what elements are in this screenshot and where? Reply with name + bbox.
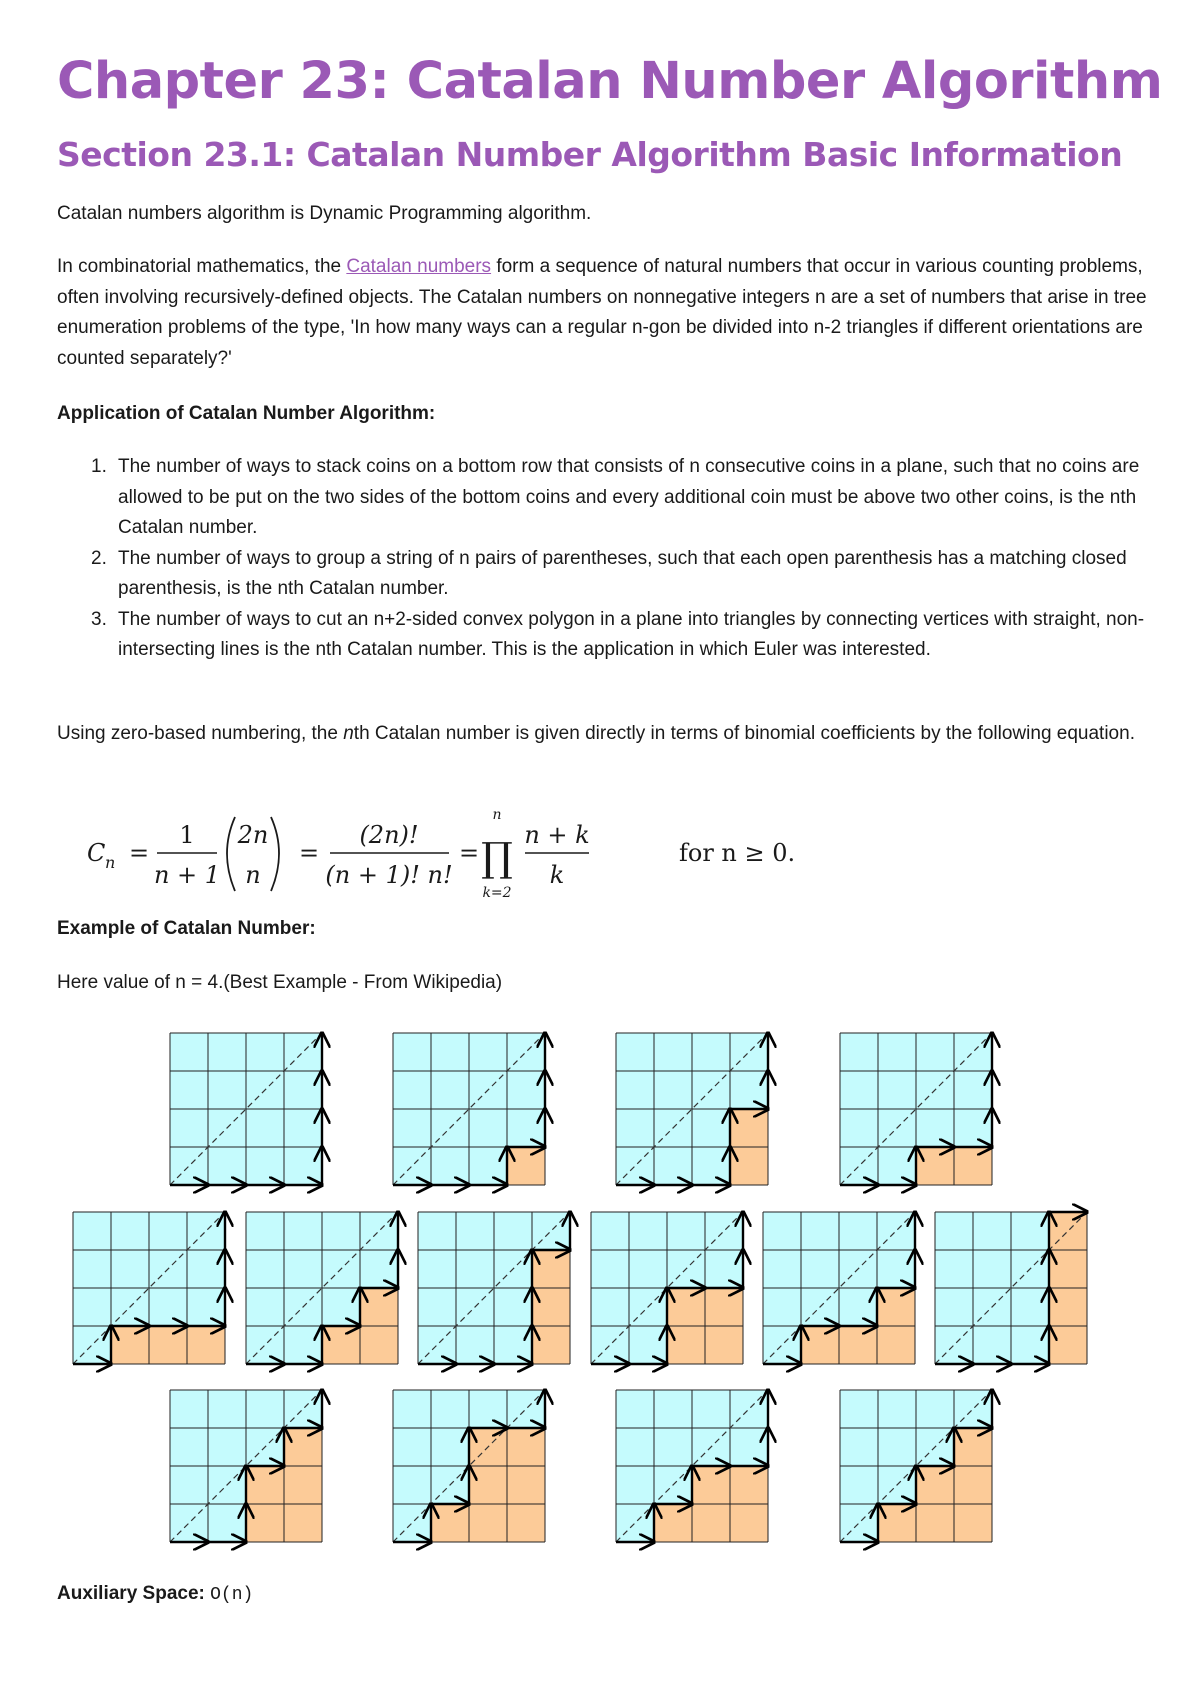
example-heading-text: Example of Catalan Number: — [57, 918, 316, 939]
formula-eq2: = — [299, 839, 320, 867]
below-cell — [839, 1326, 877, 1364]
example-text: Here value of n = 4.(Best Example - From Wikipedia) — [57, 972, 503, 993]
below-cell — [1049, 1212, 1087, 1250]
below-cell — [692, 1504, 730, 1542]
list-item-number: 1. — [91, 456, 107, 477]
list-item-number: 2. — [91, 547, 107, 569]
below-cell — [801, 1326, 839, 1364]
below-cell — [877, 1326, 915, 1364]
formula-fact-den: (n + 1)! n! — [325, 861, 453, 889]
formula-prod-top: n — [492, 807, 502, 823]
lattice-path-grid — [840, 1390, 992, 1542]
below-cell — [877, 1288, 915, 1326]
below-cell — [1049, 1250, 1087, 1288]
chapter-title: Chapter 23: Catalan Number Algorithm — [57, 52, 1163, 111]
intro-paragraph: Catalan numbers algorithm is Dynamic Programming algorithm. — [57, 203, 592, 224]
below-cell — [149, 1326, 187, 1364]
below-cell — [507, 1428, 545, 1466]
below-cell — [187, 1326, 225, 1364]
formula-one: 1 — [179, 821, 195, 849]
below-cell — [878, 1504, 916, 1542]
below-cell — [469, 1466, 507, 1504]
below-cell — [246, 1504, 284, 1542]
lattice-path-grid — [246, 1212, 398, 1364]
below-cell — [954, 1428, 992, 1466]
below-cell — [916, 1504, 954, 1542]
lattice-path-grid — [616, 1390, 768, 1542]
definition-text-before: In combinatorial mathematics, the — [57, 256, 347, 277]
below-cell — [360, 1326, 398, 1364]
lattice-path-grid — [616, 1033, 768, 1185]
section-title: Section 23.1: Catalan Number Algorithm Basic Information — [57, 135, 1123, 174]
list-item-text: The number of ways to group a string of n pairs of parentheses, such that each open parenthesis has a matching closed parenthesis, is the nth Catalan number. — [118, 547, 1127, 599]
aux-value: O(n) — [210, 1585, 254, 1605]
formula-frac-den: k — [549, 861, 565, 889]
below-cell — [532, 1288, 570, 1326]
below-cell — [916, 1466, 954, 1504]
below-cell — [667, 1288, 705, 1326]
lattice-path-grid — [840, 1033, 992, 1185]
formula-sub: n — [105, 853, 116, 872]
below-cell — [507, 1466, 545, 1504]
applications-heading-text: Application of Catalan Number Algorithm: — [57, 403, 436, 424]
below-cell — [507, 1147, 545, 1185]
below-cell — [954, 1147, 992, 1185]
zero-based-before: Using zero-based numbering, the — [57, 723, 344, 744]
below-cell — [360, 1288, 398, 1326]
below-cell — [730, 1504, 768, 1542]
below-cell — [532, 1250, 570, 1288]
below-cell — [705, 1288, 743, 1326]
formula-C: C — [87, 839, 106, 867]
formula-eq3: = — [459, 839, 480, 867]
formula-eq1: = — [129, 839, 150, 867]
definition-text-after: form a sequence of natural numbers that occur in various counting problems, often involving recursively-defined objects. The Catalan numbers on nonnegative integers n are a set of numbers that arise in tree enumeration problems of the type, 'In how many ways can a regular n-gon be divided into n-2 triangles if different orientations are counted separately?' — [57, 256, 1147, 369]
below-cell — [730, 1109, 768, 1147]
formula-frac-num: n + k — [524, 821, 590, 849]
lattice-path-grid — [935, 1212, 1087, 1364]
lattice-path-grid — [170, 1390, 322, 1542]
lattice-path-grid — [73, 1212, 225, 1364]
lattice-path-grid — [763, 1212, 915, 1364]
formula-fact-num: (2n)! — [359, 821, 419, 849]
zero-based-after: th Catalan number is given directly in terms of binomial coefficients by the following equation. — [353, 723, 1135, 744]
below-cell — [705, 1326, 743, 1364]
below-cell — [730, 1147, 768, 1185]
below-cell — [284, 1428, 322, 1466]
aux-label: Auxiliary Space: — [57, 1583, 205, 1604]
zero-based-var: n — [343, 723, 354, 744]
below-cell — [954, 1466, 992, 1504]
below-cell — [916, 1147, 954, 1185]
list-item-number: 3. — [91, 608, 107, 630]
lattice-path-grid — [418, 1212, 570, 1364]
below-cell — [322, 1326, 360, 1364]
below-cell — [431, 1504, 469, 1542]
list-item-text: The number of ways to cut an n+2-sided convex polygon in a plane into triangles by connecting vertices with straight, non-intersecting lines is the nth Catalan number. This is the application in which Euler was interested. — [118, 608, 1145, 660]
lattice-path-grid — [393, 1390, 545, 1542]
formula-prod-bottom: k=2 — [482, 885, 512, 901]
formula-condition: for n ≥ 0. — [679, 839, 796, 867]
below-cell — [284, 1504, 322, 1542]
below-cell — [111, 1326, 149, 1364]
formula-binom-top: 2n — [237, 821, 269, 849]
below-cell — [954, 1504, 992, 1542]
lattice-path-grid — [393, 1033, 545, 1185]
below-cell — [532, 1326, 570, 1364]
below-cell — [667, 1326, 705, 1364]
list-item-text: The number of ways to stack coins on a bottom row that consists of n consecutive coins in a plane, such that no coins are allowed to be put on the two sides of the bottom coins and every additional coin must be above two other coins, is the nth Catalan number. — [118, 456, 1140, 538]
lattice-path-grid — [591, 1212, 743, 1364]
below-cell — [692, 1466, 730, 1504]
below-cell — [246, 1466, 284, 1504]
formula-n-plus-1: n + 1 — [153, 861, 221, 889]
below-cell — [284, 1466, 322, 1504]
below-cell — [507, 1504, 545, 1542]
below-cell — [730, 1466, 768, 1504]
formula-binom-bottom: n — [245, 861, 261, 889]
below-cell — [1049, 1326, 1087, 1364]
formula-prod-symbol: ∏ — [481, 835, 513, 881]
below-cell — [1049, 1288, 1087, 1326]
lattice-path-grid — [170, 1033, 322, 1185]
catalan-numbers-link[interactable]: Catalan numbers — [346, 256, 492, 277]
below-cell — [654, 1504, 692, 1542]
below-cell — [469, 1504, 507, 1542]
